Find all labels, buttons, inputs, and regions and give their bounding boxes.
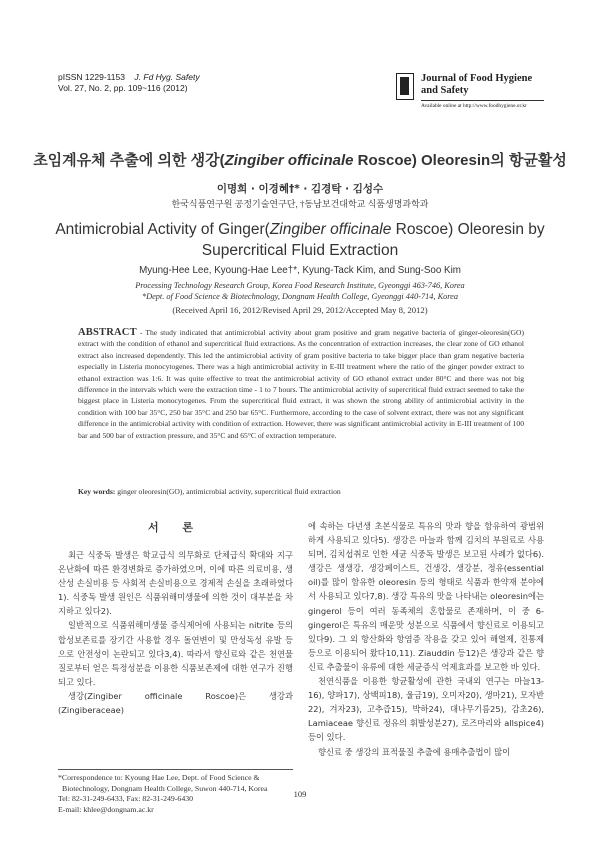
footnote-line-1: *Correspondence to: Kyoung Hae Lee, Dept. of Food Science & (58, 773, 260, 782)
section-heading-introduction: 서 론 (147, 521, 204, 534)
issn: pISSN 1229-1153 (58, 72, 125, 82)
korean-affiliation: 한국식품연구원 공정기술연구단, †동남보건대학교 식품생명과학과 (171, 199, 429, 209)
abstract-body: - The study indicated that antimicrobial activity about gram positive and gram negative bacteria of ginger-oleoresin(GO) extract with the condition of ethanol and supercritical fluid extractions. As the concentration of extraction increases, the clear zone of GO ethanol extract also increased dependently. This led the antimicrobial activity of gram positive bacteria to take bigger place than gram negative bacteria especially in Listeria monocytogenes. There was a high antimicrobial activity in E-III treatment where the ratio of the ginger powder extract to ethanol extraction was 1:6. It was quite effective to treat the antimicrobial activity of GO ethanol extract under 80°C and there was not big difference in the intervals which were the extraction time - 1 to 7 hours. The antimicrobial activity of supercritical fluid extract seemed to take the biggest place in Listeria monocytogenes. From the supercritical fluid extract, it was shown the strong ability of antimicrobial activity in the condition with 100 bar 35°C, 250 bar 35°C and 250 bar 65°C. Furthermore, according to the case of solvent extract, there was not any significant difference in the antimicrobial activity with condition of extraction. However, there was significant antimicrobial activity in E-III treatment of 100 bar and 500 bar of extraction pressure, and 35°C and 65°C of extraction temperature. (78, 328, 524, 440)
page-number: 109 (293, 789, 307, 799)
journal-logo (396, 71, 544, 115)
journal-citation (58, 72, 200, 94)
intro-paragraph-5: 천연식품을 이용한 항균활성에 관한 국내외 연구는 마늘13-16), 양파17), 상백피18), 울금19), 오미자20), 생마21), 모자반22), 겨자23), 고추즙15), 박하24), 대나무기름25), 감초26), Lamiaceae 향신료 정유의 휘발성분27), 로즈마리와 allspice4) 등이 있다. (308, 676, 544, 743)
journal-name-line1: Journal of Food Hygiene (421, 73, 533, 84)
logo-divider (421, 100, 544, 101)
intro-paragraph-1: 최근 식중독 발생은 학교급식 의무화로 단체급식 확대와 지구온난화에 따른 환경변화로 증가하였으며, 이에 따른 의료비용, 생산성 손실비용 등 사회적 손실비용으로 경제적 손실을 초래하였다1). 식중독 발생 원인은 식품위해미생물에 의한 것이 대부분을 차지하고 있다2). (58, 550, 293, 617)
volume-line: Vol. 27, No. 2, pp. 109~116 (2012) (58, 83, 188, 93)
footnote-divider (58, 769, 293, 770)
left-column (58, 548, 293, 717)
footnote-email: E-mail: khlee@dongnam.ac.kr (58, 804, 154, 814)
intro-paragraph-6: 향신료 중 생강의 표적물질 추출에 용매추출법이 많이 (318, 746, 511, 757)
intro-paragraph-2: 일반적으로 식품위해미생물 증식제어에 사용되는 nitrite 등의 합성보존료를 장기간 사용할 경우 돌연변이 및 만성독성 유발 등으로 안전성이 논란되고 있다3,4). 따라서 향신료와 같은 천연물질로부터 얻은 특정성분을 이용한 식품보존제에 대한 연구가 진행되고 있다. (58, 620, 293, 687)
korean-title (0, 149, 600, 170)
korean-authors: 이명희 · 이경혜†* · 김경탁 · 김성수 (216, 183, 384, 195)
right-column (308, 519, 544, 759)
intro-paragraph-3: 생강(Zingiber officinale Roscoe)은 생강과(Zingiberaceae) (58, 690, 293, 716)
korean-title-text: 초임계유체 추출에 의한 생강(Zingiber officinale Roscoe) Oleoresin의 항균활성 (33, 152, 567, 169)
english-title: Antimicrobial Activity of Ginger(Zingiber officinale Roscoe) Oleoresin by Supercritical Fluid Extraction (55, 221, 545, 259)
journal-url: Available online at http://www.foodhygiene.or.kr (421, 103, 527, 109)
affiliation-1: Processing Technology Research Group, Korea Food Research Institute, Gyeonggi 463-746, Korea (135, 281, 465, 290)
english-affiliations (60, 280, 540, 302)
footnote-line-3: Tel: 82-31-249-6433, Fax: 82-31-249-6430 (58, 794, 194, 803)
abstract-heading: ABSTRACT (78, 327, 137, 338)
keywords-label: Key words: (78, 487, 116, 496)
received-dates: (Received April 16, 2012/Revised April 29, 2012/Accepted May 8, 2012) (172, 305, 428, 315)
abstract (78, 327, 524, 441)
english-authors: Myung-Hee Lee, Kyoung-Hae Lee†*, Kyung-Tack Kim, and Sung-Soo Kim (139, 265, 461, 276)
journal-abbrev: J. Fd Hyg. Safety (134, 72, 200, 82)
journal-emblem-icon (396, 73, 414, 100)
footnote-line-2: Biotechnology, Dongnam Health College, Suwon 440-714, Korea (62, 783, 268, 793)
affiliation-2: *Dept. of Food Science & Biotechnology, Dongnam Health College, Gyeonggi 440-714, Korea (141, 292, 459, 301)
keywords (78, 486, 524, 497)
keywords-text: ginger oleoresin(GO), antimicrobial activity, supercritical fluid extraction (115, 487, 341, 496)
journal-name-line2: and Safety (421, 85, 469, 96)
intro-paragraph-4: 에 속하는 다년생 초본식물로 특유의 맛과 향을 함유하여 광범위하게 사용되고 있다5). 생강은 마늘과 함께 김치의 부원료로 사용되며, 김치섭취로 인한 세균 식중독 발생은 보고된 사례가 없다6). 생강은 생생강, 생강페이스트, 건생강, 생강분, 정유(essential oil)를 많이 함유한 oleoresin 등의 형태로 식품과 한약재 분야에서 사용되고 있다7,8). 생강 특유의 맛을 나타내는 oleoresin에는 gingerol 등이 여러 동족체의 혼합물로 존재하며, 이 중 6-gingerol은 특유의 매운맛 성분으로 식품에서 향신료로 이용되고 있다9). 그 외 항산화와 항염증 작용을 갖고 있어 해열제, 진통제 등으로 이용되어 왔다10,11). Ziauddin 등12)은 생강과 같은 향신료 추출물이 유류에 대한 세균증식 억제효과를 보고한 바 있다. (308, 521, 544, 672)
